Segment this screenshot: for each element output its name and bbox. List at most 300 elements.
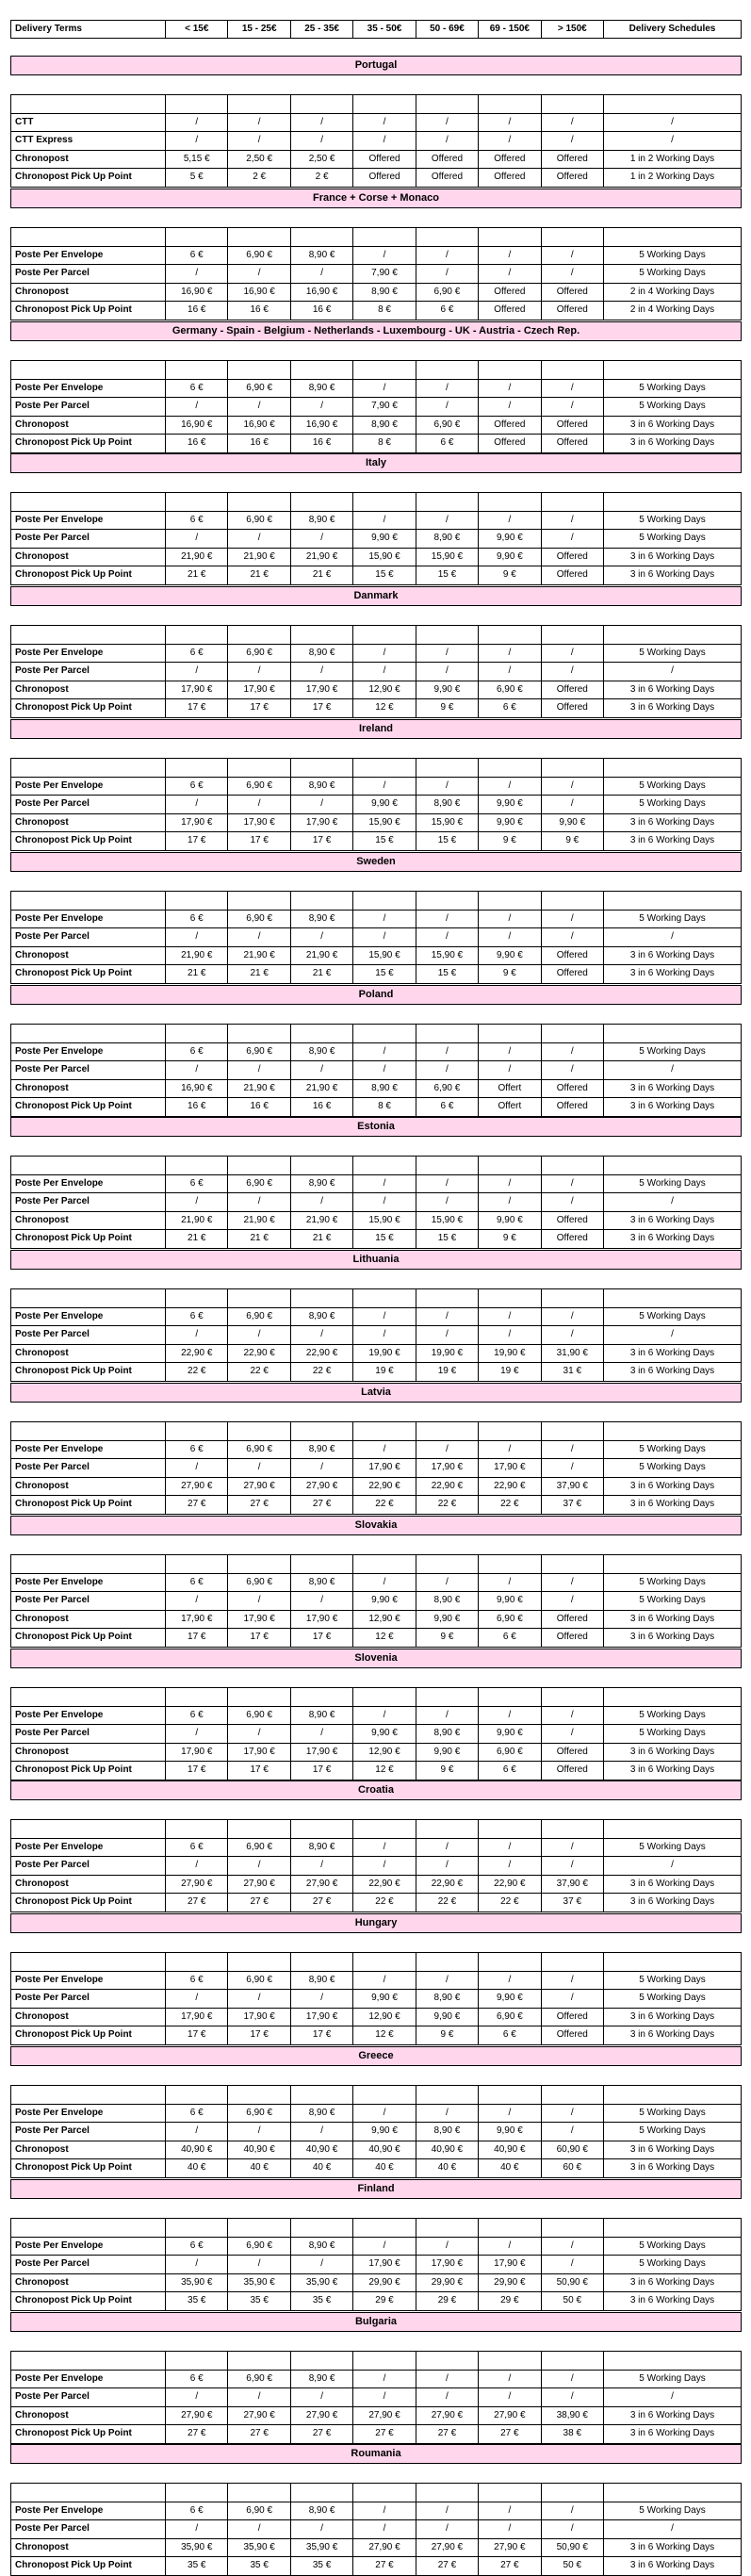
table-row xyxy=(11,2292,742,2311)
schedule-cell: 5 Working Days xyxy=(604,1307,742,1326)
price-cell: 6,90 € xyxy=(228,644,290,663)
price-cell: / xyxy=(228,1592,290,1611)
price-cell: / xyxy=(479,1307,541,1326)
row-label-cell xyxy=(11,1422,166,1441)
price-cell xyxy=(541,1688,603,1707)
price-cell: / xyxy=(353,1061,416,1080)
table-row xyxy=(11,1857,742,1876)
rates-table xyxy=(10,1024,742,1117)
price-cell: / xyxy=(166,2123,228,2141)
price-cell xyxy=(541,1953,603,1972)
price-cell xyxy=(541,1820,603,1839)
price-cell xyxy=(479,228,541,247)
price-cell: 8,90 € xyxy=(290,910,352,928)
price-cell: 21 € xyxy=(228,965,290,984)
price-cell: / xyxy=(479,663,541,681)
schedule-cell: 3 in 6 Working Days xyxy=(604,416,742,435)
price-cell: 2 € xyxy=(290,169,352,188)
table-row xyxy=(11,530,742,549)
table-row xyxy=(11,1838,742,1857)
price-cell: Offered xyxy=(479,150,541,169)
price-cell xyxy=(228,1688,290,1707)
price-cell: 9 € xyxy=(416,1629,478,1648)
price-cell: 9,90 € xyxy=(479,813,541,832)
price-cell: / xyxy=(166,1725,228,1744)
price-cell: / xyxy=(541,1838,603,1857)
row-label-cell: Poste Per Parcel xyxy=(11,398,166,417)
price-cell xyxy=(228,95,290,114)
row-label-cell: Poste Per Envelope xyxy=(11,1573,166,1592)
price-cell: 40 € xyxy=(479,2159,541,2178)
price-cell: 19 € xyxy=(416,1363,478,1382)
price-cell: / xyxy=(416,511,478,530)
price-cell: / xyxy=(353,2370,416,2388)
price-cell: / xyxy=(541,1990,603,2009)
price-cell: / xyxy=(541,1042,603,1061)
price-cell: 12 € xyxy=(353,1762,416,1780)
row-label-cell: Poste Per Envelope xyxy=(11,1174,166,1193)
table-row xyxy=(11,379,742,398)
price-cell xyxy=(290,759,352,778)
price-cell: / xyxy=(166,1326,228,1345)
price-cell: 16,90 € xyxy=(166,416,228,435)
price-cell: / xyxy=(353,644,416,663)
price-cell: / xyxy=(541,663,603,681)
price-cell xyxy=(290,1289,352,1308)
schedule-cell: 3 in 6 Working Days xyxy=(604,1743,742,1762)
table-row xyxy=(11,169,742,188)
price-cell: / xyxy=(416,2237,478,2256)
price-cell: 17 € xyxy=(290,1762,352,1780)
table-row xyxy=(11,1289,742,1308)
schedule-cell: / xyxy=(604,663,742,681)
price-cell: 9 € xyxy=(416,699,478,718)
price-cell: / xyxy=(416,928,478,947)
price-cell: 8,90 € xyxy=(353,283,416,302)
row-label-cell xyxy=(11,228,166,247)
price-cell: 27,90 € xyxy=(353,2538,416,2557)
price-cell: / xyxy=(228,2520,290,2539)
row-label-cell: Poste Per Parcel xyxy=(11,1857,166,1876)
price-cell: 8 € xyxy=(353,435,416,453)
price-cell: / xyxy=(228,663,290,681)
price-cell: / xyxy=(541,265,603,284)
price-cell xyxy=(228,228,290,247)
schedule-cell xyxy=(604,1555,742,1574)
price-cell: 17 € xyxy=(228,832,290,851)
price-cell: / xyxy=(416,2520,478,2539)
price-cell: / xyxy=(353,1971,416,1990)
price-cell: / xyxy=(353,1706,416,1725)
price-cell xyxy=(228,1422,290,1441)
price-cell xyxy=(353,2352,416,2371)
price-cell: / xyxy=(228,2256,290,2274)
price-cell: / xyxy=(541,530,603,549)
price-cell: 17 € xyxy=(228,699,290,718)
schedule-cell: 5 Working Days xyxy=(604,1838,742,1857)
row-label-cell: Chronopost xyxy=(11,1743,166,1762)
header-cell-35-50: 35 - 50€ xyxy=(353,21,416,39)
price-cell xyxy=(228,892,290,911)
header-cell-delivery-terms: Delivery Terms xyxy=(11,21,166,39)
price-cell: / xyxy=(353,2237,416,2256)
price-cell: 35,90 € xyxy=(228,2538,290,2557)
price-cell xyxy=(166,626,228,645)
price-cell xyxy=(290,1953,352,1972)
price-cell: / xyxy=(541,2370,603,2388)
price-cell: 17 € xyxy=(166,1629,228,1648)
table-row xyxy=(11,435,742,453)
schedule-cell: 3 in 6 Working Days xyxy=(604,2008,742,2026)
price-cell: / xyxy=(290,1857,352,1876)
price-cell: 27 € xyxy=(416,2425,478,2444)
table-row xyxy=(11,2256,742,2274)
price-cell: 17,90 € xyxy=(228,2008,290,2026)
price-cell: 17,90 € xyxy=(166,1610,228,1629)
price-cell: Offered xyxy=(541,1629,603,1648)
price-cell xyxy=(228,2484,290,2502)
table-row xyxy=(11,228,742,247)
price-cell: 27 € xyxy=(228,1496,290,1515)
table-row xyxy=(11,132,742,151)
table-row xyxy=(11,832,742,851)
price-cell: 9,90 € xyxy=(416,1610,478,1629)
price-cell xyxy=(541,228,603,247)
price-cell: 8,90 € xyxy=(416,796,478,814)
price-cell: 8,90 € xyxy=(416,1725,478,1744)
price-cell: / xyxy=(228,2388,290,2407)
schedule-cell xyxy=(604,228,742,247)
price-cell: 15,90 € xyxy=(353,946,416,965)
price-cell: / xyxy=(541,511,603,530)
price-cell xyxy=(479,1555,541,1574)
price-cell: / xyxy=(479,2502,541,2520)
price-cell: 6 € xyxy=(479,1762,541,1780)
price-cell: 21 € xyxy=(290,566,352,585)
row-label-cell: Poste Per Parcel xyxy=(11,2388,166,2407)
price-cell: / xyxy=(479,777,541,796)
price-cell: 27,90 € xyxy=(228,1875,290,1894)
price-cell: / xyxy=(166,1193,228,1212)
price-cell: / xyxy=(353,663,416,681)
price-cell xyxy=(541,1555,603,1574)
price-cell: 15,90 € xyxy=(416,548,478,566)
price-cell: / xyxy=(479,1061,541,1080)
row-label-cell: Poste Per Parcel xyxy=(11,928,166,947)
price-cell xyxy=(290,2484,352,2502)
price-cell xyxy=(479,361,541,380)
price-cell: 6 € xyxy=(166,2502,228,2520)
price-cell: 31 € xyxy=(541,1363,603,1382)
price-cell: 27,90 € xyxy=(290,1477,352,1496)
price-cell: 17 € xyxy=(166,832,228,851)
row-label-cell: Poste Per Envelope xyxy=(11,379,166,398)
schedule-cell xyxy=(604,1025,742,1043)
price-cell: 15 € xyxy=(416,1230,478,1249)
section-title: Slovakia xyxy=(10,1516,742,1535)
row-label-cell: Poste Per Envelope xyxy=(11,1838,166,1857)
row-label-cell: Chronopost xyxy=(11,283,166,302)
rates-table xyxy=(10,758,742,851)
price-cell: 22 € xyxy=(166,1363,228,1382)
price-cell: 5 € xyxy=(166,169,228,188)
price-cell: / xyxy=(541,928,603,947)
schedule-cell xyxy=(604,2086,742,2105)
price-cell xyxy=(353,1953,416,1972)
row-label-cell: Poste Per Envelope xyxy=(11,1706,166,1725)
price-cell: / xyxy=(416,644,478,663)
schedule-cell: 3 in 6 Working Days xyxy=(604,1211,742,1230)
table-row xyxy=(11,95,742,114)
price-cell: 21,90 € xyxy=(228,548,290,566)
price-cell: 15 € xyxy=(416,832,478,851)
price-cell: 35,90 € xyxy=(290,2273,352,2292)
price-cell: / xyxy=(479,1971,541,1990)
section-title: Sweden xyxy=(10,852,742,872)
rates-table xyxy=(10,1156,742,1249)
row-label-cell: Chronopost Pick Up Point xyxy=(11,2159,166,2178)
price-cell: Offered xyxy=(541,965,603,984)
price-cell xyxy=(290,493,352,512)
row-label-cell: Chronopost Pick Up Point xyxy=(11,1098,166,1117)
rates-table xyxy=(10,1819,742,1912)
table-row xyxy=(11,398,742,417)
price-cell: Offert xyxy=(479,1098,541,1117)
price-cell: / xyxy=(541,644,603,663)
table-row xyxy=(11,2123,742,2141)
price-cell: 22 € xyxy=(353,1894,416,1912)
price-cell: 8,90 € xyxy=(290,2370,352,2388)
row-label-cell: Poste Per Envelope xyxy=(11,1971,166,1990)
schedule-cell: 3 in 6 Working Days xyxy=(604,2141,742,2159)
price-cell: 40,90 € xyxy=(228,2141,290,2159)
price-cell xyxy=(416,1555,478,1574)
table-row xyxy=(11,2502,742,2520)
price-cell: 27,90 € xyxy=(290,2406,352,2425)
price-cell: / xyxy=(290,398,352,417)
row-label-cell: Chronopost Pick Up Point xyxy=(11,1230,166,1249)
price-cell: 19,90 € xyxy=(479,1344,541,1363)
price-cell: 27,90 € xyxy=(166,1875,228,1894)
row-label-cell: Poste Per Parcel xyxy=(11,1061,166,1080)
price-cell: 37,90 € xyxy=(541,1875,603,1894)
price-cell xyxy=(228,361,290,380)
price-cell: / xyxy=(541,398,603,417)
table-row xyxy=(11,1971,742,1990)
schedule-cell: 3 in 6 Working Days xyxy=(604,2273,742,2292)
table-row xyxy=(11,2425,742,2444)
price-cell: 21,90 € xyxy=(166,946,228,965)
price-cell: 8,90 € xyxy=(290,2237,352,2256)
price-cell: 9 € xyxy=(479,965,541,984)
price-cell: Offered xyxy=(541,699,603,718)
row-label-cell: Poste Per Parcel xyxy=(11,2123,166,2141)
price-cell: 9,90 € xyxy=(479,2123,541,2141)
price-cell: Offered xyxy=(541,566,603,585)
schedule-cell xyxy=(604,1422,742,1441)
price-cell: 6,90 € xyxy=(228,1042,290,1061)
price-cell: Offered xyxy=(541,1098,603,1117)
row-label-cell: Chronopost Pick Up Point xyxy=(11,1762,166,1780)
price-cell: 22 € xyxy=(228,1363,290,1382)
rates-table xyxy=(10,492,742,585)
price-cell: Offered xyxy=(541,169,603,188)
price-cell xyxy=(541,2219,603,2238)
table-row xyxy=(11,283,742,302)
row-label-cell: Chronopost Pick Up Point xyxy=(11,1363,166,1382)
price-cell: / xyxy=(166,1592,228,1611)
table-row xyxy=(11,1894,742,1912)
price-cell: 7,90 € xyxy=(353,265,416,284)
schedule-cell: 5 Working Days xyxy=(604,1573,742,1592)
table-row xyxy=(11,1610,742,1629)
section-title: Lithuania xyxy=(10,1250,742,1270)
price-cell: 40,90 € xyxy=(290,2141,352,2159)
price-cell: / xyxy=(541,113,603,132)
price-cell: 8,90 € xyxy=(290,1573,352,1592)
price-cell xyxy=(166,1289,228,1308)
rates-table xyxy=(10,94,742,188)
price-cell: / xyxy=(353,246,416,265)
schedule-cell: 5 Working Days xyxy=(604,2502,742,2520)
price-cell: / xyxy=(353,1573,416,1592)
schedule-cell: 3 in 6 Working Days xyxy=(604,965,742,984)
price-cell: 6 € xyxy=(166,2237,228,2256)
price-cell xyxy=(166,2219,228,2238)
price-cell: 6,90 € xyxy=(228,1971,290,1990)
table-row xyxy=(11,1061,742,1080)
schedule-cell: 3 in 6 Working Days xyxy=(604,1496,742,1515)
price-cell: 8,90 € xyxy=(290,246,352,265)
price-cell xyxy=(166,1555,228,1574)
price-cell: 31,90 € xyxy=(541,1344,603,1363)
schedule-cell xyxy=(604,2219,742,2238)
price-cell: 17,90 € xyxy=(166,2008,228,2026)
price-cell: / xyxy=(290,1725,352,1744)
price-cell: 8,90 € xyxy=(290,1706,352,1725)
table-row xyxy=(11,511,742,530)
price-cell: 17,90 € xyxy=(228,813,290,832)
price-cell: / xyxy=(228,796,290,814)
schedule-cell: 5 Working Days xyxy=(604,1459,742,1478)
price-cell: Offered xyxy=(416,169,478,188)
row-label-cell: Chronopost xyxy=(11,2273,166,2292)
table-row xyxy=(11,246,742,265)
price-cell: 6 € xyxy=(479,699,541,718)
schedule-cell: / xyxy=(604,132,742,151)
row-label-cell: Chronopost xyxy=(11,1477,166,1496)
price-cell xyxy=(479,2484,541,2502)
price-cell: 16 € xyxy=(290,435,352,453)
price-cell: / xyxy=(416,1440,478,1459)
price-cell: 17,90 € xyxy=(479,1459,541,1478)
header-cell-50-69: 50 - 69€ xyxy=(416,21,478,39)
schedule-cell: 3 in 6 Working Days xyxy=(604,1477,742,1496)
price-cell xyxy=(290,626,352,645)
price-cell: / xyxy=(479,928,541,947)
price-cell xyxy=(541,1025,603,1043)
price-cell: 8 € xyxy=(353,1098,416,1117)
price-cell xyxy=(416,1422,478,1441)
price-cell: 17,90 € xyxy=(166,1743,228,1762)
schedule-cell: / xyxy=(604,1326,742,1345)
row-label-cell xyxy=(11,2484,166,2502)
table-row xyxy=(11,1459,742,1478)
price-cell: 8,90 € xyxy=(290,1440,352,1459)
table-row xyxy=(11,1953,742,1972)
price-cell: / xyxy=(541,2256,603,2274)
row-label-cell: Poste Per Parcel xyxy=(11,1459,166,1478)
table-row xyxy=(11,1688,742,1707)
price-cell: 17,90 € xyxy=(353,1459,416,1478)
row-label-cell xyxy=(11,626,166,645)
price-cell: 22 € xyxy=(479,1894,541,1912)
price-cell xyxy=(228,2219,290,2238)
row-label-cell: Poste Per Envelope xyxy=(11,511,166,530)
price-cell: 6 € xyxy=(166,777,228,796)
header-cell-25-35: 25 - 35€ xyxy=(290,21,352,39)
price-cell: 22,90 € xyxy=(228,1344,290,1363)
price-cell: / xyxy=(228,1990,290,2009)
price-cell xyxy=(541,1289,603,1308)
header-cell-under-15: < 15€ xyxy=(166,21,228,39)
row-label-cell: Poste Per Envelope xyxy=(11,2502,166,2520)
row-label-cell: Chronopost xyxy=(11,2141,166,2159)
price-cell: 21,90 € xyxy=(290,1211,352,1230)
price-cell: / xyxy=(541,1307,603,1326)
price-cell: 16,90 € xyxy=(228,416,290,435)
row-label-cell: Poste Per Parcel xyxy=(11,1193,166,1212)
price-cell: / xyxy=(353,1307,416,1326)
price-cell xyxy=(228,1289,290,1308)
schedule-cell: 5 Working Days xyxy=(604,2104,742,2123)
table-row xyxy=(11,2026,742,2045)
price-cell: / xyxy=(416,398,478,417)
price-cell xyxy=(479,626,541,645)
price-cell: 8,90 € xyxy=(416,530,478,549)
schedule-cell: 5 Working Days xyxy=(604,2237,742,2256)
price-cell: 16,90 € xyxy=(290,283,352,302)
price-cell: 27 € xyxy=(228,2425,290,2444)
price-cell: 17,90 € xyxy=(228,1743,290,1762)
price-cell: 6 € xyxy=(166,1440,228,1459)
price-cell: Offered xyxy=(353,169,416,188)
row-label-cell: Chronopost Pick Up Point xyxy=(11,699,166,718)
price-cell: / xyxy=(416,663,478,681)
price-cell: 12 € xyxy=(353,2026,416,2045)
price-cell: 12,90 € xyxy=(353,1610,416,1629)
price-cell: / xyxy=(416,2502,478,2520)
schedule-cell xyxy=(604,493,742,512)
price-cell: 15 € xyxy=(353,965,416,984)
schedule-cell xyxy=(604,361,742,380)
price-cell: 17 € xyxy=(290,832,352,851)
price-cell: / xyxy=(290,2256,352,2274)
price-cell: 27,90 € xyxy=(290,1875,352,1894)
price-cell xyxy=(416,95,478,114)
rates-table xyxy=(10,891,742,984)
row-label-cell xyxy=(11,1688,166,1707)
price-cell: 22 € xyxy=(479,1496,541,1515)
table-row xyxy=(11,965,742,984)
price-cell: 21 € xyxy=(166,566,228,585)
price-cell: 8,90 € xyxy=(353,1079,416,1098)
price-cell xyxy=(228,493,290,512)
row-label-cell: Poste Per Parcel xyxy=(11,530,166,549)
schedule-cell: 3 in 6 Working Days xyxy=(604,435,742,453)
price-cell: 12,90 € xyxy=(353,1743,416,1762)
price-cell: 9,90 € xyxy=(416,1743,478,1762)
